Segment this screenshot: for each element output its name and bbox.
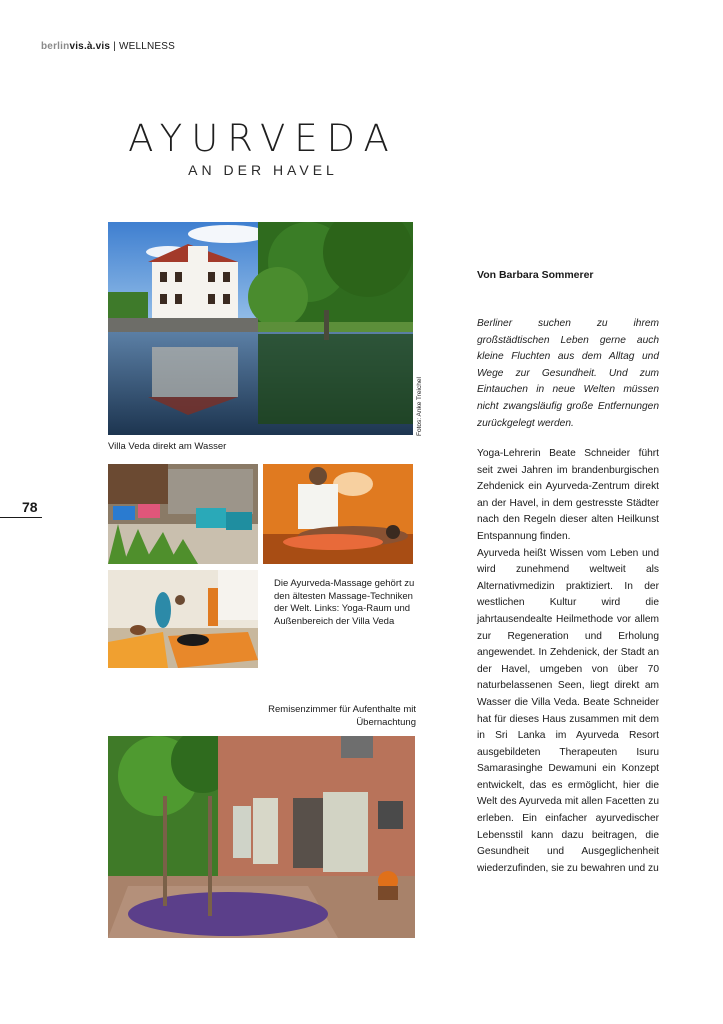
body-paragraph: Yoga-Lehrerin Beate Schneider führt seit zwei Jahren im brandenburgischen Zehdenick ein Ayurveda-Zentrum direkt an der Havel, in dem gestresste Städter nach den Regeln dieser alten Heilkunst Entspannung finden. [477, 448, 659, 542]
article-title: AYURVEDA [128, 117, 398, 160]
section-name: WELLNESS [118, 41, 176, 52]
article-body [477, 446, 659, 877]
brand-logo: berlin [41, 41, 70, 52]
body-paragraph: Ayurveda heißt Wissen vom Leben und wird zunehmend weltweit als Alternativmedizin praktiziert. In der westlichen Kultur wird die jahrtausendealte Heilmethode vor allem zur Regeneration und Erholung angewendet. In Zehdenick, der Stadt an der Havel, umgeben von über 70 naturbelassenen Seen, liegt direkt am Wasser die Villa Veda. Beate Schneider hat für dieses Haus zusammen mit dem in Sri Lanka im Ayurveda Resort ausgebildeten Therapeuten Isuru Samarasinghe Dewamuni ein Konzept entwickelt, das es ermöglicht, hier die Welt des Ayurveda mit allen Facetten zu erleben. Ein einfacher ayurvedischer Lebensstil kann dazu beitragen, die Gesundheit und Ausgeglichenheit wiederzufinden, sie zu bewahren und zu [477, 547, 659, 874]
article-subtitle: AN DER HAVEL [188, 162, 338, 178]
photo-terrace [108, 464, 258, 564]
caption-massage: Die Ayurveda-Massage gehört zu den ältesten Massage-Techniken der Welt. Links: Yoga-Raum und Außenbereich der Villa Veda [274, 578, 415, 627]
author-byline: Von Barbara Sommerer [477, 269, 594, 281]
page-number: 78 [22, 499, 38, 515]
photo-villa-water [108, 222, 413, 435]
photo-massage [263, 464, 413, 564]
photo-yoga-room [108, 570, 258, 668]
photo-credit: Fotos: Anke Treichel [416, 377, 423, 436]
photo-remise [108, 736, 415, 938]
magazine-name: vis.à.vis [69, 41, 111, 52]
page-number-rule [0, 517, 42, 518]
article-intro: Berliner suchen zu ihrem großstädtischen Leben gerne auch kleine Fluchten aus dem Alltag und Wege zur Gesundheit. Und zum Eintauchen in neue Welten müssen nicht zwangsläufig große Entfernungen zurückgelegt werden. [477, 318, 659, 429]
caption-remise: Remisenzimmer für Aufenthalte mit Übernachtung [268, 704, 416, 728]
running-header [41, 41, 175, 52]
caption-villa: Villa Veda direkt am Wasser [108, 441, 227, 452]
header-separator: | [113, 41, 116, 52]
